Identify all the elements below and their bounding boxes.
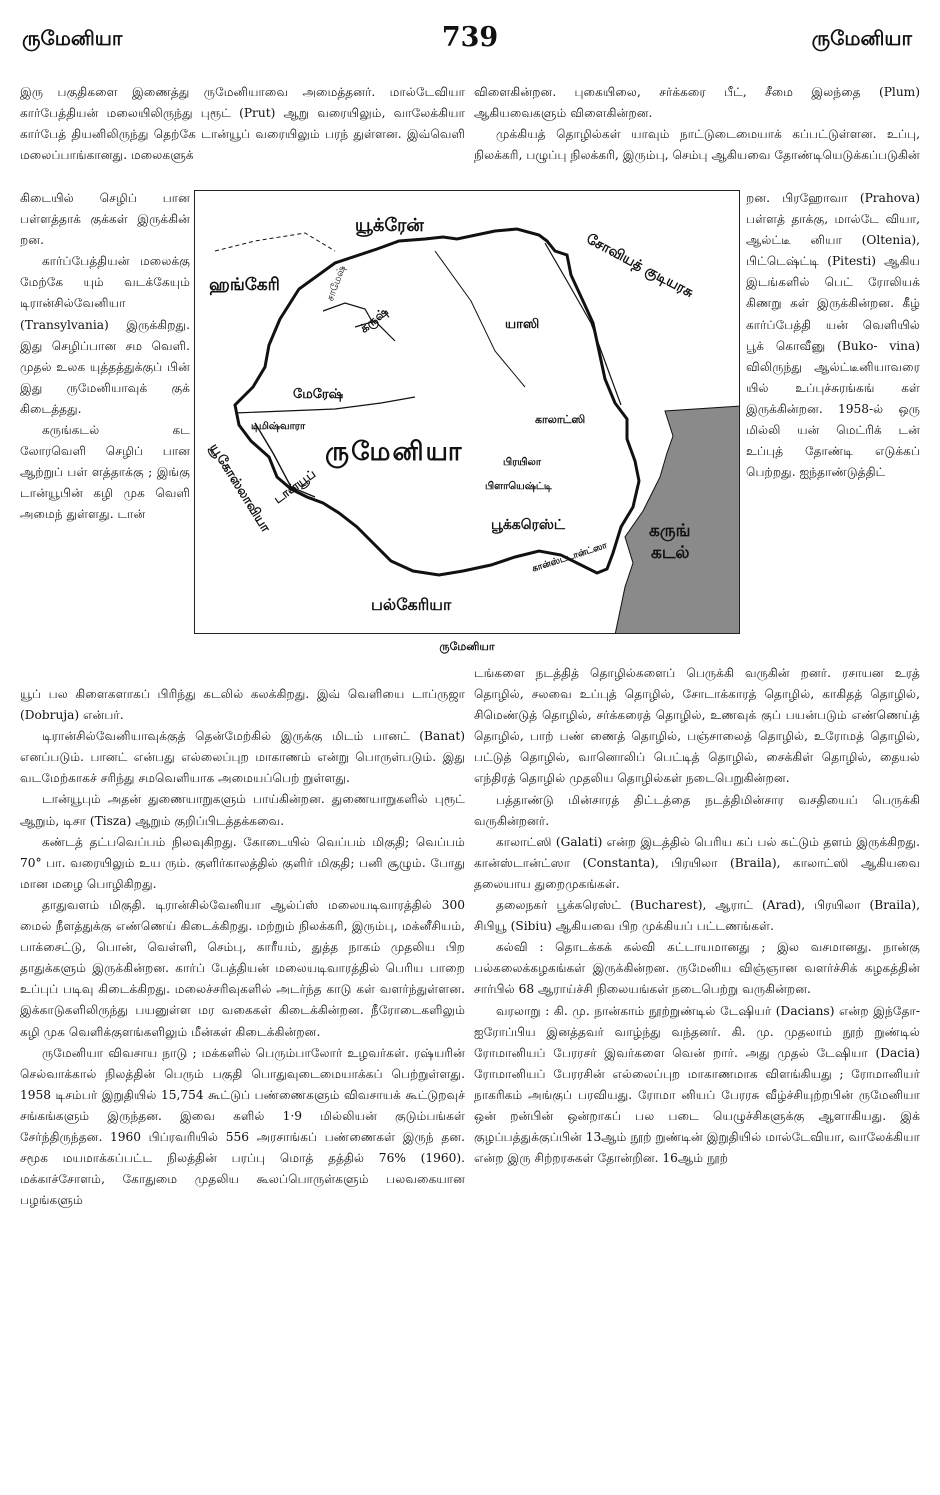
- map-label-romania: ருமேனியா: [325, 437, 464, 467]
- paragraph: கிடையில் செழிப் பான பள்ளத்தாக் குக்கள் இருக்கின் றன.: [20, 191, 190, 248]
- romania-map: [194, 190, 740, 634]
- paragraph: முக்கியத் தொழில்கள் யாவும் நாட்டுடைமையாக் கப்பட்டுள்ளன. உப்பு, நிலக்கரி, பழுப்பு நிலக்கரி, இரும்பு, செம்பு ஆகியவை தோண்டியெடுக்கப்படுகின்: [474, 127, 920, 163]
- page-number: 739: [441, 22, 499, 53]
- paragraph: தலைநகர் பூக்கரெஸ்ட் (Bucharest), ஆராட் (Arad), பிரயிலா (Braila), சிபியூ (Sibiu) ஆகியவை பிற முக்கியப் பட்டணங்கள்.: [474, 898, 920, 934]
- paragraph: டான்யூபும் அதன் துணையாறுகளும் பாய்கின்றன. துணையாறுகளில் புரூட் ஆறும், டிசா (Tisza) ஆறும் குறிப்பிடத்தக்கவை.: [20, 792, 465, 828]
- paragraph: றன. பிரஹோவா (Prahova) பள்ளத் தாக்கு, மால்டே வியா, ஆல்ட்டீ னியா (Oltenia), பிட்டெஷ்ட்டி (Pitesti) ஆகிய இடங்களில் பெட் ரோலியக் கிணறு கள் இருக்கின்றன. கீழ் கார்ப்பேத்தி யன் வெளியில் பூக் கொவீனு (Buko- vina) விலிருந்து ஆல்ட்டீனியாவரை யில் உப்புச்சுரங்கங் கள் இருக்கின்றன. 1958-ல் ஒரு மில்லி யன் மெட்ரிக் டன் உப்புத் தோண்டி எடுக்கப் பெற்றது. ஐந்தாண்டுத்திட்: [746, 191, 920, 480]
- map-caption: ருமேனியா: [439, 640, 495, 653]
- left-column-top: [20, 82, 465, 166]
- prut-river: [545, 243, 621, 405]
- paragraph: கல்வி : தொடக்கக் கல்வி கட்டாயமானது ; இல வசமானது. நான்கு பல்கலைக்கழகங்கள் இருக்கின்றன. ருமேனிய விஞ்ஞான வளர்ச்சிக் கழகத்தின் சார்பில் 68 ஆராய்ச்சி நிலையங்கள் நடைபெற்று வருகின்றன.: [474, 940, 920, 997]
- map-label-danube: டான்யூப்: [271, 466, 319, 507]
- paragraph: டங்களை நடத்தித் தொழில்களைப் பெருக்கி வருகின் றனர். ரசாயன உரத் தொழில், சலவை உப்புத் தொழில், சோடாக்காரத் தொழில், காகிதத் தொழில், சிமெண்டுத் தொழில், சர்க்கரைத் தொழில், உணவுக் குப் பயன்படும் எண்ணெய்த் தொழில், பாற் பண் ணைத் தொழில், பஞ்சாலைத் தொழில், உரோமத் தொழில், பட்டுத் தொழில், வானொலிப் பெட்டித் தொழில், சைக்கிள் தொழில், தையல் எந்திரத் தொழில் முதலிய தொழில்கள் நடைபெறுகின்றன.: [474, 666, 920, 786]
- paragraph: வரலாறு : கி. மு. நான்காம் நூற்றுண்டில் டேஷியர் (Dacians) என்ற இந்தோ-ஐரோப்பிய இனத்தவர் வாழ்ந்து வந்தனர். கி. மு. முதலாம் நூற் றுண்டில் ரோமானியப் பேரரசர் இவர்களை வென் றார். அது முதல் டேஷியா (Dacia) ரோமானியப் பேரரசின் எல்லைப்புற மாகாணமாக விளங்கியது ; ரோமானியர் நாகரிகம் அங்குப் பரவியது. ரோமா னியப் பேரரசு வீழ்ச்சியுற்றபின் ருமேனியா ஒன் றன்பின் ஒன்றாகப் பல படை யெழுச்சிகளுக்கு ஆளாகியது. இக் குழப்பத்துக்குப்பின் 13ஆம் நூற் றுண்டின் இறுதியில் மால்டேவியா, வாலேக்கியா என்ற இரு சிற்றரசுகள் தோன்றின. 16ஆம் நூற்: [474, 1003, 920, 1166]
- map-drawing: [195, 191, 740, 634]
- paragraph: விளைகின்றன. புகையிலை, சர்க்கரை பீட், சீமை இலந்தை (Plum) ஆகியவைகளும் விளைகின்றன.: [474, 85, 920, 121]
- paragraph: பத்தாண்டு மின்சாரத் திட்டத்தை நடத்திமின்சார வசதியைப் பெருக்கி வருகின்றனர்.: [474, 792, 920, 828]
- paragraph: டிரான்சில்வேனியாவுக்குத் தென்மேற்கில் இருக்கு மிடம் பானட் (Banat) எனப்படும். பானட் என்பது எல்லைப்புற மாகாணம் என்று பொருள்படும். இது வடமேற்காகச் சரிந்து சமவெளியாக அமையப்பெற் றுள்ளது.: [20, 729, 465, 786]
- paragraph: கார்ப்பேத்தியன் மலைக்கு மேற்கே யும் வடக்கேயும் டிரான்சில்வேனியா (Transylvania) இருக்கிறது. இது செழிப்பான சம வெளி. முதல் உலக யுத்தத்துக்குப் பின் இது ருமேனியாவுக் குக் கிடைத்தது.: [20, 254, 190, 416]
- left-column-bottom: [20, 684, 465, 1211]
- paragraph: இரு பகுதிகளை இணைத்து ருமேனியாவை அமைத்தனர். மால்டேவியா கார்பேத்தியன் மலையிலிருந்து புரூட் (Prut) ஆறு வரையிலும், வாலேக்கியா கார்பேத் தியனிலிருந்து தெற்கே டான்யூப் வரையிலும் பரந் துள்ளன. இவ்வெளி மலைப்பாங்கானது. மலைகளுக்: [20, 85, 465, 163]
- map-label-bucharest: பூக்கரெஸ்ட்: [491, 517, 566, 533]
- map-label-black-sea-1: கருங்: [649, 521, 691, 541]
- map-label-hungary: ஹங்கேரி: [209, 275, 280, 295]
- map-label-soviet-republic: சோவியத் குடியரசு: [583, 231, 696, 301]
- map-label-timisoara: டிமிஷ்வாரா: [251, 421, 306, 432]
- map-label-iasi: யாஸி: [505, 317, 540, 332]
- map-label-black-sea-2: கடல்: [651, 543, 690, 563]
- paragraph: தாதுவளம் மிகுதி. டிரான்சில்வேனியா ஆல்ப்ஸ் மலையடிவாரத்தில் 300 மைல் நீளத்துக்கு எண்ணெய் கிடைக்கிறது. மற்றும் நிலக்கரி, இரும்பு, மக்னீசியம், பாக்சைட்டு, பொன், வெள்ளி, செம்பு, காரீயம், துத்த நாகம் முதலிய பிற தாதுக்களும் இருக்கின்றன. கார்ப் பேத்தியன் மலையடிவாரத்தில் பெரிய பாறை உப்புப் படிவு கிடைக்கிறது. மலைச்சரிவுகளில் அடர்ந்த காடு கள் வளர்ந்துள்ளன. இக்காடுகளிலிருந்து பயனுள்ள மர வகைகள் கிடைக்கின்றன. நீரோடைகளிலும் கழி முக வெளிக்குளங்களிலும் மீன்கள் கிடைக்கின்றன.: [20, 897, 465, 1039]
- paragraph: கண்டத் தட்பவெப்பம் நிலவுகிறது. கோடையில் வெப்பம் மிகுதி; வெப்பம் 70° பா. வரையிலும் உய ரும். குளிர்காலத்தில் குளிர் மிகுதி; பனி சூழும். போது மான மழை பொழிகிறது.: [20, 834, 465, 891]
- map-label-muresh: மேரேஷ்: [293, 387, 344, 402]
- paragraph: ருமேனியா விவசாய நாடு ; மக்களில் பெரும்பாலோர் உழவர்கள். ரஷ்யரின் செல்வாக்கால் நிலத்தின் பெரும் பகுதி பொதுவுடைமையாக்கப் பெற்றுள்ளது. 1958 டிசம்பர் இறுதியில் 15,754 கூட்டுப் பண்ணைகளும் விவசாயக் கூட்டுறவுச் சங்கங்களும் இருந்தன. இவை களில் 1·9 மில்லியன் குடும்பங்கள் சேர்ந்திருந்தன. 1960 பிப்ரவரியில் 556 அரசாங்கப் பண்ணைகள் இருந் தன. சமூக மயமாக்கப்பட்ட நிலத்தின் பரப்பு மொத் தத்தில் 76% (1960). மக்காச்சோளம், கோதுமை முதலிய கூலப்பொருள்களும் பலவகையான பழங்களும்: [20, 1045, 465, 1208]
- paragraph: காலாட்ஸி (Galati) என்ற இடத்தில் பெரிய கப் பல் கட்டும் தளம் இருக்கிறது. கான்ஸ்டான்ட்ஸா (Constanta), பிரயிலா (Braila), காலாட்ஸி ஆகியவை தலையாய துறைமுகங்கள்.: [474, 834, 920, 891]
- map-label-ploiesti: பிளாயெஷ்ட்டி: [485, 481, 552, 492]
- map-label-constanta: கான்ஸ்ட்டான்ட்ஸா: [531, 540, 609, 575]
- right-column-narrow: [746, 188, 920, 483]
- paragraph: கருங்கடல் கட லோரவெளி செழிப் பான ஆற்றுப் பள் ளத்தாக்கு ; இங்கு டான்யூபின் கழி முக வெளி அமைந் துள்ளது. டான்: [20, 423, 190, 522]
- map-label-bulgaria: பல்கேரியா: [371, 595, 452, 614]
- map-label-ukraine: யூக்ரேன்: [355, 215, 424, 236]
- right-column-bottom: [474, 663, 920, 1169]
- black-sea: [615, 406, 740, 634]
- map-label-braila: பிரயிலா: [503, 457, 542, 468]
- left-column-narrow: [20, 188, 190, 526]
- map-label-galati: காலாட்ஸி: [535, 413, 586, 426]
- paragraph: யூப் பல கிளைகளாகப் பிரிந்து கடலில் கலக்கிறது. இவ் வெளியை டாப்ருஜா (Dobruja) என்பர்.: [20, 687, 465, 723]
- running-head-right: ருமேனியா: [811, 26, 912, 50]
- border-ukraine-hungary: [215, 233, 335, 251]
- map-label-krish: க்ருஷ்: [357, 304, 391, 336]
- map-label-yugoslavia: யூகோஸ்லாவியா: [206, 441, 273, 536]
- running-head-left: ருமேனியா: [22, 26, 123, 50]
- map-label-somesh: சாமேஷ்: [325, 264, 349, 303]
- right-column-top: [474, 82, 920, 166]
